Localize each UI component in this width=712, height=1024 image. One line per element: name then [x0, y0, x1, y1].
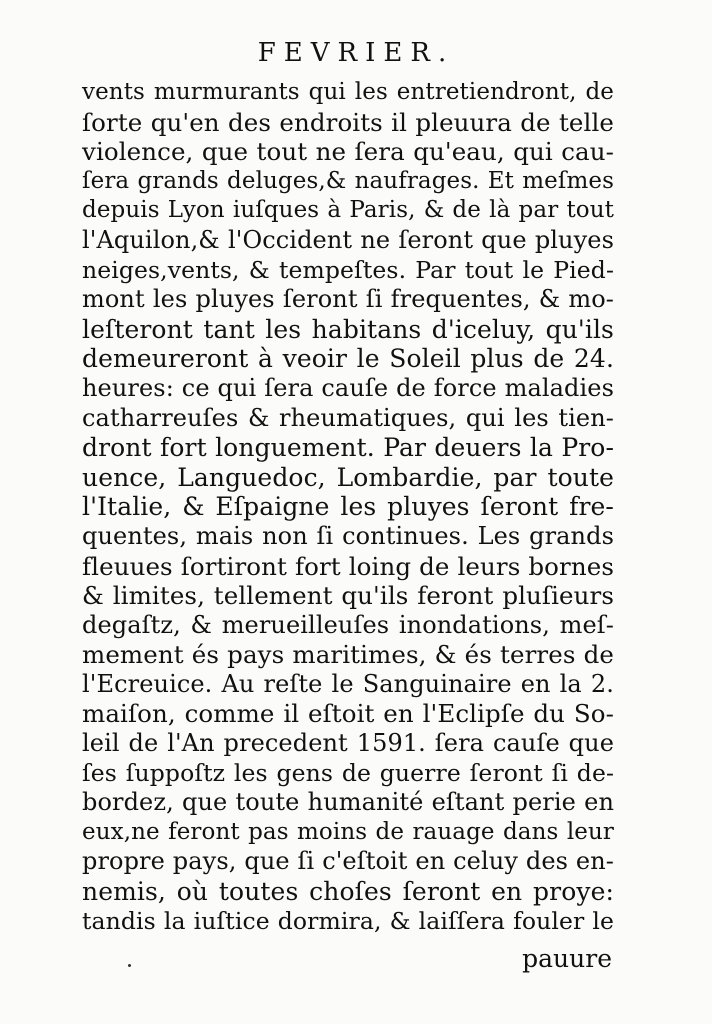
text-line: bordez, que toute humanité eſtant perie en [82, 788, 614, 817]
text-line: ſorte qu'en des endroits il pleuura de telle [82, 107, 614, 137]
text-line: depuis Lyon iuſques à Paris, & de là par tout [82, 197, 614, 224]
text-line: violence, que tout ne ſera qu'eau, qui cau- [82, 137, 614, 167]
text-line: vents murmurants qui les entretiendront, de [82, 79, 614, 105]
text-line: demeureront à veoir le Soleil plus de 24. [82, 344, 614, 374]
text-line: quentes, mais non ſi continues. Les grands [82, 521, 614, 550]
text-line: degaſtz, & merueilleuſes inondations, meſ- [82, 610, 614, 639]
text-line: leil de l'An precedent 1591. ſera cauſe que [82, 729, 614, 758]
running-head: FEVRIER. [257, 38, 455, 68]
text-line: propre pays, que ſi c'eſtoit en celuy des en- [82, 847, 614, 876]
text-line: l'Ecreuice. Au reſte le Sanguinaire en la 2. [82, 669, 614, 698]
text-line: catharreuſes & rheumatiques, qui les tien- [82, 403, 614, 432]
text-line: mement és pays maritimes, & és terres de [82, 640, 614, 670]
text-line: uence, Languedoc, Lombardie, par toute [82, 462, 614, 492]
body-text [82, 78, 614, 936]
text-line: eux,ne feront pas moins de rauage dans leur [82, 818, 614, 845]
text-line: leſteront tant les habitans d'iceluy, qu'ils [82, 314, 614, 344]
text-line: nemis, où toutes choſes ſeront en proye: [82, 877, 614, 907]
catchword: pauure [522, 944, 612, 973]
text-line: maiſon, comme il eſtoit en l'Eclipſe du So- [82, 699, 614, 729]
text-line: fleuues ſortiront fort loing de leurs bornes [82, 551, 614, 581]
text-line: mont les pluyes ſeront ſi frequentes, & mo- [82, 285, 614, 314]
text-line: tandis la iuſtice dormira, & laiſſera fouler le [82, 906, 614, 935]
text-line: dront fort longuement. Par deuers la Pro- [82, 433, 614, 463]
text-line: l'Italie, & Eſpaigne les pluyes ſeront fre- [82, 492, 614, 522]
text-line: ſera grands deluges,& naufrages. Et meſmes [82, 167, 614, 194]
ink-speck [128, 964, 131, 967]
text-line: heures: ce qui ſera cauſe de force maladies [82, 373, 614, 402]
text-line: ſes ſuppoſtz les gens de guerre ſeront ſi de- [82, 758, 614, 787]
text-line: & limites, tellement qu'ils feront pluſieurs [82, 581, 614, 611]
text-line: neiges,vents, & tempeſtes. Par tout le Pied- [82, 255, 614, 284]
text-line: l'Aquilon,& l'Occident ne ſeront que pluyes [82, 225, 614, 254]
